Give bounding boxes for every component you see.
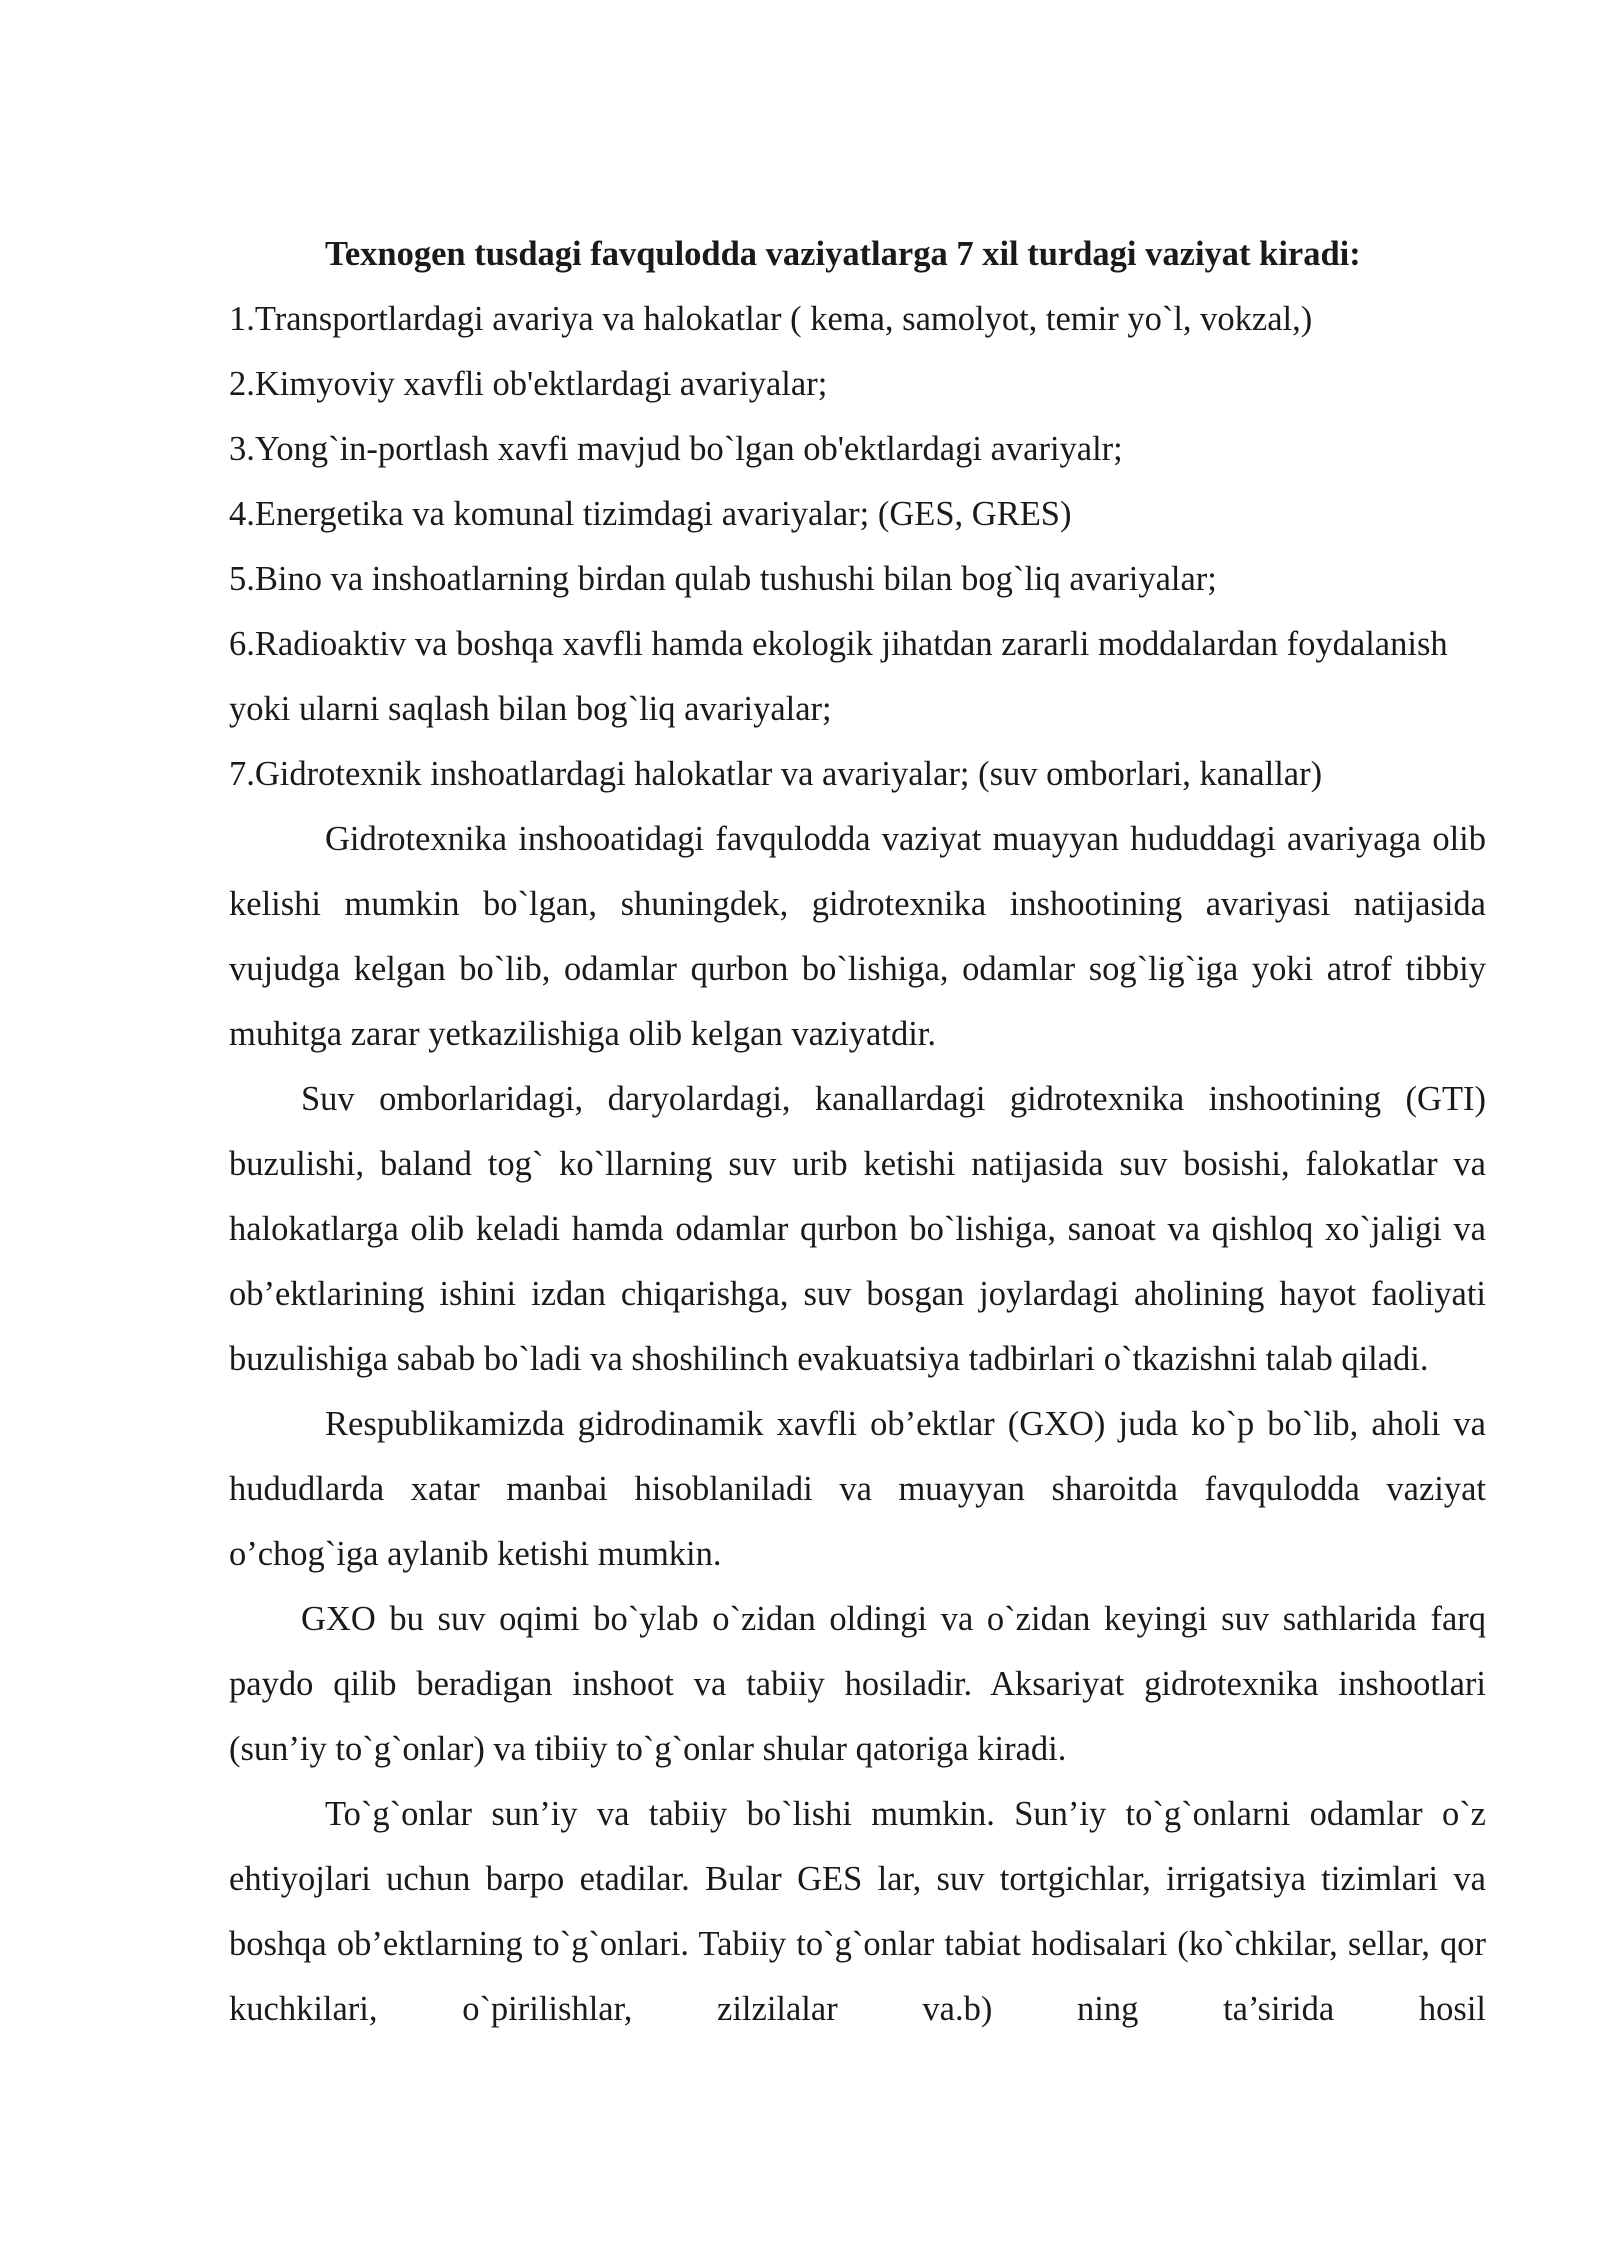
document-page (229, 222, 1486, 2042)
body-paragraph: GXO bu suv oqimi bo`ylab o`zidan oldingi va o`zidan keyingi suv sathlarida farq paydo qilib beradigan inshoot va tabiiy hosiladir. Aksariyat gidrotexnika inshootlari (sun’iy to`g`onlar) va tibiiy to`g`onlar shular qatoriga kiradi. (229, 1600, 1486, 1768)
list-item: 6.Radioaktiv va boshqa xavfli hamda ekologik jihatdan zararli moddalardan foydalanish yoki ularni saqlash bilan bog`liq avariyalar; (229, 625, 1448, 728)
body-paragraph: Suv omborlaridagi, daryolardagi, kanallardagi gidrotexnika inshootining (GTI) buzulishi, baland tog` ko`llarning suv urib ketishi natijasida suv bosishi, falokatlar va halokatlarga olib keladi hamda odamlar qurbon bo`lishiga, sanoat va qishloq xo`jaligi va ob’ektlarining ishini izdan chiqarishga, suv bosgan joylardagi aholining hayot faoliyati buzulishiga sabab bo`ladi va shoshilinch evakuatsiya tadbirlari o`tkazishni talab qiladi. (229, 1080, 1486, 1378)
list-item: 3.Yong`in-portlash xavfi mavjud bo`lgan ob'ektlardagi avariyalr; (229, 430, 1123, 468)
list-item: 1.Transportlardagi avariya va halokatlar ( kema, samolyot, temir yo`l, vokzal,) (229, 300, 1313, 338)
body-paragraph: Respublikamizda gidrodinamik xavfli ob’ektlar (GXO) juda ko`p bo`lib, aholi va hududlarda xatar manbai hisoblaniladi va muayyan sharoitda favqulodda vaziyat o’chog`iga aylanib ketishi mumkin. (229, 1405, 1486, 1573)
list-item: 7.Gidrotexnik inshoatlardagi halokatlar va avariyalar; (suv omborlari, kanallar) (229, 755, 1323, 793)
body-paragraph: Gidrotexnika inshooatidagi favqulodda vaziyat muayyan hududdagi avariyaga olib kelishi mumkin bo`lgan, shuningdek, gidrotexnika inshootining avariyasi natijasida vujudga kelgan bo`lib, odamlar qurbon bo`lishiga, odamlar sog`lig`iga yoki atrof tibbiy muhitga zarar yetkazilishiga olib kelgan vaziyatdir. (229, 820, 1486, 1053)
body-paragraph: To`g`onlar sun’iy va tabiiy bo`lishi mumkin. Sun’iy to`g`onlarni odamlar o`z ehtiyojlari uchun barpo etadilar. Bular GES lar, suv tortgichlar, irrigatsiya tizimlari va boshqa ob’ektlarning to`g`onlari. Tabiiy to`g`onlar tabiat hodisalari (ko`chkilar, sellar, qor kuchkilari, o`pirilishlar, zilzilalar va.b) ning ta’sirida hosil (229, 1795, 1486, 2028)
list-item: 2.Kimyoviy xavfli ob'ektlardagi avariyalar; (229, 365, 828, 403)
document-heading: Texnogen tusdagi favqulodda vaziyatlarga 7 xil turdagi vaziyat kiradi: (325, 235, 1361, 273)
list-item: 4.Energetika va komunal tizimdagi avariyalar; (GES, GRES) (229, 495, 1072, 533)
hazard-type-list (229, 287, 1486, 807)
list-item: 5.Bino va inshoatlarning birdan qulab tushushi bilan bog`liq avariyalar; (229, 560, 1217, 598)
